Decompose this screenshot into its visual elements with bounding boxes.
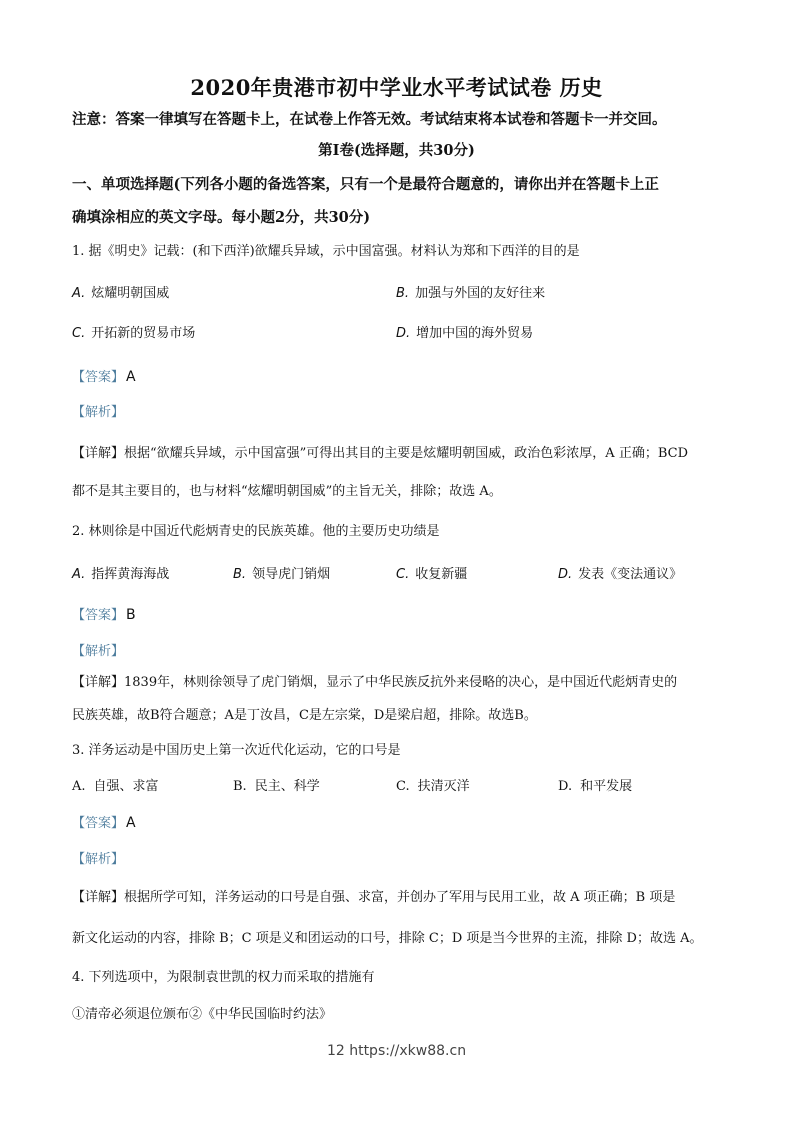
- detail-text: 1839年，林则徐领导了虎门销烟，显示了中华民族反抗外来侵略的决心，是中国近代彪炳青史的: [124, 675, 678, 690]
- option-letter: B.: [396, 286, 410, 301]
- question-4-items: ①清帝必须退位颁布②《中华民国临时约法》: [72, 1007, 333, 1022]
- option-text: 加强与外国的友好往来: [415, 286, 546, 301]
- option-letter: B.: [233, 779, 247, 794]
- option-letter: A.: [72, 567, 86, 582]
- question-2-option-c: [396, 563, 467, 582]
- question-2-detail-line-2: 民族英雄，故B符合题意；A是丁汝昌，C是左宗棠，D是梁启超，排除。故选B。: [72, 708, 537, 723]
- option-text: 指挥黄海海战: [91, 567, 170, 582]
- detail-text: 根据所学可知，洋务运动的口号是自强、求富，并创办了军用与民用工业，故 A 项正确；B 项是: [124, 890, 676, 905]
- option-text: 收复新疆: [415, 567, 468, 582]
- question-3-option-c: [396, 775, 470, 794]
- option-letter: A.: [72, 286, 86, 301]
- instructions-line-1: 一、单项选择题(下列各小题的备选答案，只有一个是最符合题意的，请你出并在答题卡上正: [72, 176, 659, 193]
- option-text: 自强、求富: [93, 779, 159, 794]
- question-1-detail-line-1: [72, 442, 688, 461]
- option-text: 扶清灭洋: [417, 779, 470, 794]
- option-text: 领导虎门销烟: [252, 567, 331, 582]
- page-footer: 12 https://xkw88.cn: [326, 1043, 467, 1059]
- question-1-option-a: [72, 282, 169, 301]
- analysis-label: 【解析】: [72, 405, 125, 420]
- exam-notice: 注意：答案一律填写在答题卡上，在试卷上作答无效。考试结束将本试卷和答题卡一并交回。: [72, 111, 667, 128]
- question-2-stem: 2. 林则徐是中国近代彪炳青史的民族英雄。他的主要历史功绩是: [72, 524, 440, 539]
- option-letter: D.: [396, 326, 411, 341]
- detail-label: 【详解】: [72, 446, 125, 461]
- answer-value: A: [126, 369, 136, 385]
- question-2-option-d: [558, 563, 682, 582]
- question-1-option-d: [396, 322, 533, 341]
- option-text: 民主、科学: [254, 779, 320, 794]
- option-letter: C.: [396, 567, 410, 582]
- question-3-option-d: [558, 775, 632, 794]
- question-3-analysis-label: [72, 848, 124, 867]
- option-text: 发表《变法通议》: [578, 567, 683, 582]
- question-1-analysis-label: [72, 401, 124, 420]
- option-letter: B.: [233, 567, 247, 582]
- option-letter: A.: [72, 779, 86, 794]
- question-1-option-b: [396, 282, 545, 301]
- question-1-option-c: [72, 322, 195, 341]
- option-letter: C.: [396, 779, 410, 794]
- section-title: 第Ⅰ卷(选择题，共30分): [318, 142, 475, 159]
- detail-label: 【详解】: [72, 890, 125, 905]
- question-2-option-a: [72, 563, 169, 582]
- instructions-line-2: 确填涂相应的英文字母。每小题2分，共30分): [72, 209, 371, 226]
- question-1-answer: [72, 366, 136, 385]
- question-1-detail-line-2: 都不是其主要目的，也与材料“炫耀明朝国威”的主旨无关，排除；故选 A。: [72, 484, 502, 499]
- option-text: 开拓新的贸易市场: [91, 326, 196, 341]
- question-2-analysis-label: [72, 640, 124, 659]
- answer-label: 【答案】: [72, 816, 125, 831]
- option-letter: C.: [72, 326, 86, 341]
- question-3-option-b: [233, 775, 320, 794]
- question-3-stem: 3. 洋务运动是中国历史上第一次近代化运动，它的口号是: [72, 743, 401, 758]
- analysis-label: 【解析】: [72, 644, 125, 659]
- analysis-label: 【解析】: [72, 852, 125, 867]
- question-3-option-a: [72, 775, 159, 794]
- question-2-option-b: [233, 563, 330, 582]
- option-text: 和平发展: [580, 779, 633, 794]
- detail-text: 根据“欲耀兵异域，示中国富强”可得出其目的主要是炫耀明朝国威，政治色彩浓厚，A 正确；BCD: [124, 446, 688, 461]
- question-3-detail-line-2: 新文化运动的内容，排除 B；C 项是义和团运动的口号，排除 C；D 项是当今世界的主流，排除 D；故选 A。: [72, 931, 703, 946]
- answer-value: A: [126, 815, 136, 831]
- question-3-detail-line-1: [72, 886, 675, 905]
- question-1-stem: 1. 据《明史》记载：(和下西洋)欲耀兵异域，示中国富强。材料认为郑和下西洋的目的是: [72, 244, 580, 259]
- answer-value: B: [126, 607, 136, 623]
- option-letter: D.: [558, 567, 573, 582]
- question-2-answer: [72, 604, 136, 623]
- question-4-stem: 4. 下列选项中，为限制袁世凯的权力而采取的措施有: [72, 970, 375, 985]
- detail-label: 【详解】: [72, 675, 125, 690]
- answer-label: 【答案】: [72, 370, 125, 385]
- question-2-detail-line-1: [72, 671, 677, 690]
- option-text: 炫耀明朝国威: [91, 286, 170, 301]
- answer-label: 【答案】: [72, 608, 125, 623]
- page-title: 2020年贵港市初中学业水平考试试卷 历史: [190, 75, 603, 100]
- option-letter: D.: [558, 779, 573, 794]
- option-text: 增加中国的海外贸易: [416, 326, 534, 341]
- question-3-answer: [72, 812, 136, 831]
